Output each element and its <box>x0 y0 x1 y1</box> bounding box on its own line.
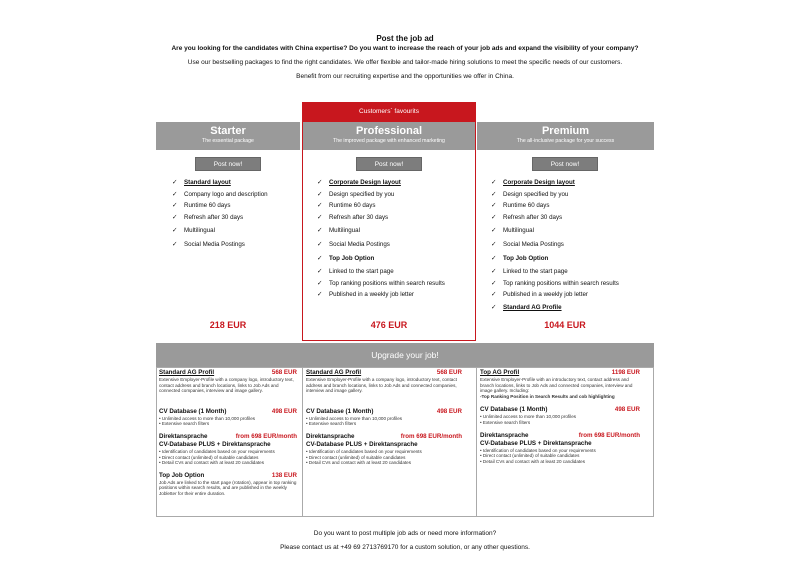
upgrade-column-2 <box>306 369 462 466</box>
feature-label: Linked to the start page <box>503 268 568 275</box>
check-icon: ✓ <box>172 227 178 234</box>
list-item <box>172 212 268 224</box>
intro-benefit: Benefit from our recruiting expertise and the opportunities we offer in China. <box>296 73 514 80</box>
feature-label: Top Job Option <box>329 255 375 262</box>
feature-label: Multilingual <box>503 227 534 234</box>
check-icon: ✓ <box>491 179 497 186</box>
list-item <box>491 189 619 201</box>
direkt-title: Direktansprache <box>480 431 529 439</box>
feature-label: Multilingual <box>184 227 215 234</box>
cv-title: CV Database (1 Month) <box>306 407 374 415</box>
list-item <box>491 223 619 238</box>
list-item <box>491 200 619 212</box>
upgrade-column-3 <box>480 369 640 464</box>
upgrade-header: Upgrade your job! <box>156 343 654 367</box>
feature-label: Runtime 60 days <box>184 202 231 209</box>
feature-label: Top Job Option <box>503 255 549 262</box>
list-item <box>491 238 619 252</box>
premium-price: 1044 EUR <box>544 320 586 330</box>
cv-description: • Unlimited access to more than 10,000 profiles <box>480 414 577 420</box>
check-icon: ✓ <box>317 190 323 198</box>
cv-title: CV Database (1 Month) <box>480 406 548 414</box>
premium-post-now-button[interactable]: Post now! <box>532 157 598 171</box>
direkt-description: • Detail CVs and contact with at least 20 candidates <box>159 460 265 466</box>
list-item <box>317 289 445 301</box>
list-item <box>491 278 619 290</box>
feature-label: Standard layout <box>184 179 231 186</box>
profile-price: 1198 EUR <box>611 369 640 376</box>
check-icon: ✓ <box>317 279 323 287</box>
profile-description: Extensive Employer-Profile with a company logo, introductory text, contact address and branch locations, links to Job Ads and connected companies, interview and image gallery. <box>159 377 294 394</box>
starter-price: 218 EUR <box>209 320 247 330</box>
list-item <box>491 289 619 301</box>
plan-subtitle: The improved package with enhanced marketing <box>333 138 445 144</box>
feature-label: Corporate Design layout <box>329 179 401 186</box>
feature-label: Runtime 60 days <box>503 202 550 209</box>
check-icon: ✓ <box>317 227 323 234</box>
direkt-title: Direktansprache <box>306 432 355 440</box>
feature-label: Refresh after 30 days <box>329 213 389 221</box>
cv-price: 498 EUR <box>271 407 297 415</box>
starter-post-now-button[interactable]: Post now! <box>195 157 261 171</box>
check-icon: ✓ <box>317 268 323 275</box>
cv-description: • Extensive search filters <box>159 421 210 427</box>
cv-description: • Unlimited access to more than 10,000 profiles <box>306 415 403 421</box>
check-icon: ✓ <box>491 227 497 234</box>
feature-label: Runtime 60 days <box>329 202 376 209</box>
list-item <box>317 223 445 238</box>
professional-price: 476 EUR <box>370 320 408 330</box>
direkt-title: Direktansprache <box>159 432 208 440</box>
list-item <box>172 189 268 201</box>
list-item <box>172 177 268 189</box>
feature-label: Refresh after 30 days <box>503 213 563 221</box>
list-item <box>317 212 445 224</box>
feature-label: Linked to the start page <box>329 268 394 275</box>
plan-name: Premium <box>541 125 590 137</box>
cv-description: • Extensive search filters <box>306 421 357 427</box>
feature-label: Design specified by you <box>503 190 569 198</box>
top-job-title: Top Job Option <box>159 471 205 479</box>
profile-price: 568 EUR <box>436 369 462 376</box>
check-icon: ✓ <box>317 255 323 262</box>
list-item <box>317 238 445 252</box>
direkt-description: • Identification of candidates based on your requirements <box>159 448 275 454</box>
list-item <box>172 238 268 252</box>
direkt-description: • Direct contact (unlimited) of suitable candidates <box>480 453 580 459</box>
plan-name: Starter <box>210 125 246 137</box>
direkt-price: from 698 EUR/month <box>400 432 462 440</box>
list-item <box>491 252 619 266</box>
plan-header-premium <box>477 122 654 150</box>
direkt-price: from 698 EUR/month <box>578 431 640 439</box>
plan-subtitle: The all-inclusive package for your success <box>516 138 615 144</box>
upgrade-column-1 <box>159 369 297 497</box>
direkt-description: • Direct contact (unlimited) of suitable candidates <box>306 454 406 460</box>
cv-price: 498 EUR <box>614 406 640 414</box>
footer-question: Do you want to post multiple job ads or need more information? <box>313 530 497 537</box>
top-job-description: Job Ads are linked to the start page (rotation), appear in top ranking positions within search results, and are published in the weekly Jobletter for their entire duration. <box>159 479 297 496</box>
intro-text: Use our bestselling packages to find the right candidates. We offer flexible and tailor-made hiring solutions to meet the specific needs of our customers. <box>187 59 623 66</box>
plan-subtitle: The essential package <box>202 138 254 144</box>
feature-label: Standard AG Profile <box>503 303 562 311</box>
direkt-description: • Direct contact (unlimited) of suitable candidates <box>159 454 259 460</box>
check-icon: ✓ <box>491 241 497 248</box>
profile-price: 568 EUR <box>271 369 297 376</box>
plan-header-starter <box>156 122 300 150</box>
list-item <box>491 212 619 224</box>
direkt-subtitle: CV-Database PLUS + Direktansprache <box>159 440 271 448</box>
feature-label: Top ranking positions within search results <box>329 279 445 287</box>
check-icon: ✓ <box>491 213 497 221</box>
check-icon: ✓ <box>491 279 497 287</box>
feature-label: Corporate Design layout <box>503 179 575 186</box>
check-icon: ✓ <box>491 268 497 275</box>
divider <box>476 367 477 517</box>
profile-description: Extensive Employer-Profile with an introductory text, contact address and branch locations, links to Job Ads and connected companies, interview and image gallery. Including: <box>480 377 633 394</box>
feature-label: Social Media Postings <box>184 241 245 248</box>
profile-description: Extensive Employer-Profile with a company logo, introductory text, contact address and branch locations, links to Job Ads and connected companies, interview and image gallery. <box>306 377 457 394</box>
check-icon: ✓ <box>317 213 323 221</box>
feature-label: Design specified by you <box>329 190 395 198</box>
profile-title[interactable]: Standard AG Profil <box>306 369 362 376</box>
list-item <box>317 252 445 266</box>
top-job-price: 138 EUR <box>271 471 297 479</box>
feature-label: Published in a weekly job letter <box>329 291 414 298</box>
profile-title[interactable]: Standard AG Profil <box>159 369 215 376</box>
list-item <box>491 301 619 315</box>
premium-feature-list <box>491 177 619 315</box>
feature-label: Social Media Postings <box>329 241 390 248</box>
starter-feature-list <box>172 177 268 252</box>
check-icon: ✓ <box>172 179 178 186</box>
feature-label: Published in a weekly job letter <box>503 291 588 298</box>
direkt-subtitle: CV-Database PLUS + Direktansprache <box>306 440 418 448</box>
check-icon: ✓ <box>491 291 497 298</box>
check-icon: ✓ <box>172 213 178 221</box>
feature-label: Top ranking positions within search results <box>503 279 619 287</box>
check-icon: ✓ <box>172 202 178 209</box>
direkt-description: • Identification of candidates based on your requirements <box>480 447 596 453</box>
profile-extra: -Top Ranking Position in Search Results and cob highlighting <box>480 393 615 399</box>
cv-description: • Unlimited access to more than 10,000 profiles <box>159 415 256 421</box>
direkt-subtitle: CV-Database PLUS + Direktansprache <box>480 439 592 447</box>
footer-contact: Please contact us at +49 69 2713769170 for a custom solution, or any other questions. <box>280 544 530 551</box>
check-icon: ✓ <box>491 202 497 209</box>
list-item <box>172 200 268 212</box>
list-item <box>317 200 445 212</box>
plan-name: Professional <box>355 125 423 137</box>
direkt-price: from 698 EUR/month <box>235 432 297 440</box>
check-icon: ✓ <box>317 291 323 298</box>
list-item <box>317 278 445 290</box>
check-icon: ✓ <box>317 241 323 248</box>
check-icon: ✓ <box>491 190 497 198</box>
check-icon: ✓ <box>172 190 178 198</box>
list-item <box>172 223 268 238</box>
feature-label: Refresh after 30 days <box>184 213 244 221</box>
check-icon: ✓ <box>317 202 323 209</box>
check-icon: ✓ <box>491 255 497 262</box>
intro-question: Are you looking for the candidates with China expertise? Do you want to increase the reach of your job ads and expand the visibility of your company? <box>171 45 639 52</box>
direkt-description: • Detail CVs and contact with at least 20 candidates <box>480 458 586 464</box>
cv-description: • Extensive search filters <box>480 419 531 425</box>
divider <box>302 367 303 517</box>
list-item <box>317 266 445 278</box>
check-icon: ✓ <box>491 303 497 311</box>
profile-title[interactable]: Top AG Profil <box>480 369 520 376</box>
feature-label: Company logo and description <box>184 190 268 198</box>
professional-post-now-button[interactable]: Post now! <box>356 157 422 171</box>
cv-title: CV Database (1 Month) <box>159 407 227 415</box>
check-icon: ✓ <box>172 241 178 248</box>
feature-label: Multilingual <box>329 227 360 234</box>
list-item <box>317 177 445 189</box>
direkt-description: • Detail CVs and contact with at least 20 candidates <box>306 460 412 466</box>
plan-header-professional <box>303 122 475 150</box>
cv-price: 498 EUR <box>436 407 462 415</box>
list-item <box>491 177 619 189</box>
page-title: Post the job ad <box>376 34 434 43</box>
check-icon: ✓ <box>317 179 323 186</box>
list-item <box>317 189 445 201</box>
professional-feature-list <box>317 177 445 301</box>
direkt-description: • Identification of candidates based on your requirements <box>306 448 422 454</box>
customers-favourite-badge: Customers´ favourits <box>302 102 476 122</box>
feature-label: Social Media Postings <box>503 241 564 248</box>
list-item <box>491 266 619 278</box>
